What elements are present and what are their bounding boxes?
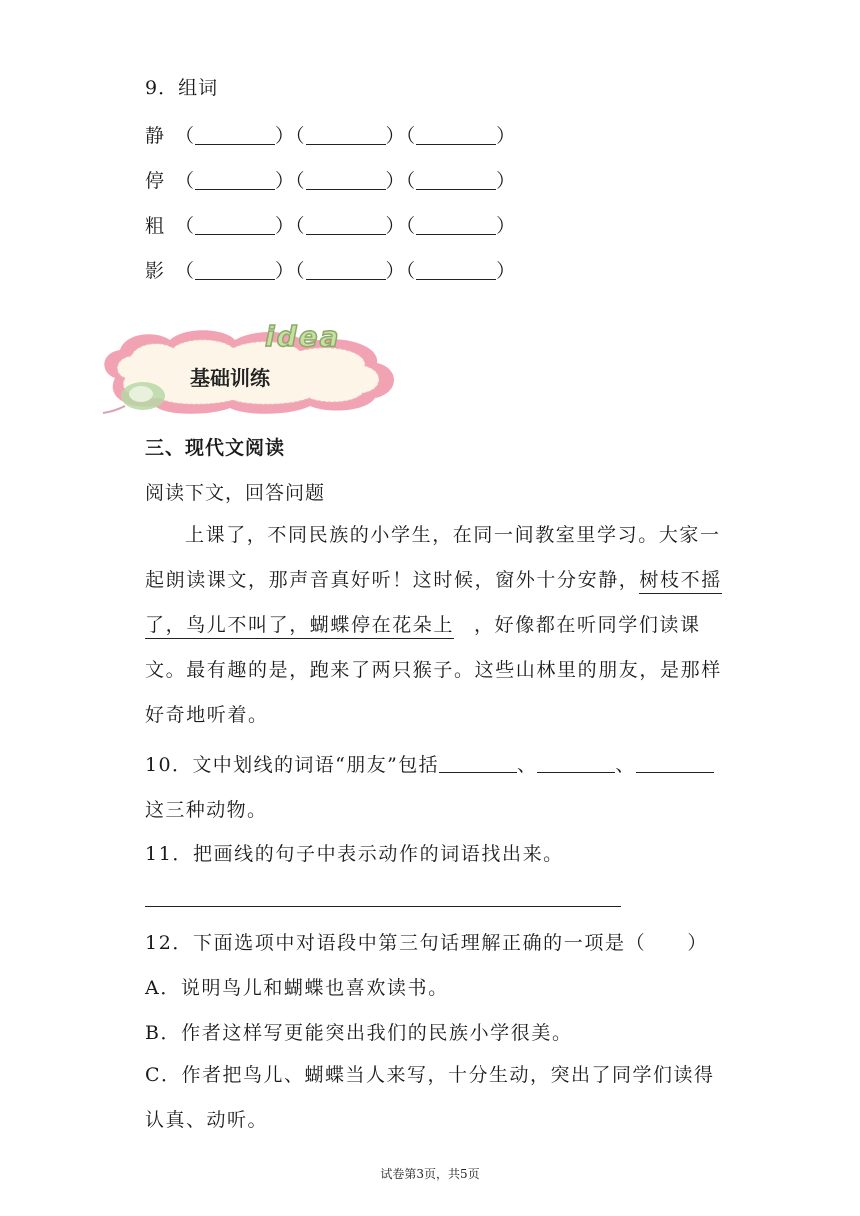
question-12: 12．下面选项中对语段中第三句话理解正确的一项是（ ） bbox=[145, 932, 708, 954]
banner-label: 基础训练 bbox=[190, 366, 270, 390]
section-heading: 三、现代文阅读 bbox=[145, 437, 286, 459]
passage-underlined-sentence: 树枝不摇了，鸟儿不叫了，蝴蝶停在花朵上 bbox=[145, 569, 722, 639]
word-char: 影 bbox=[145, 260, 166, 282]
option-b[interactable]: B．作者这样写更能突出我们的民族小学很美。 bbox=[145, 1022, 573, 1044]
blank-2[interactable] bbox=[306, 261, 386, 280]
blank-1[interactable] bbox=[195, 126, 275, 145]
blank-group: （ ）（ ）（ ） bbox=[175, 260, 517, 282]
word-row-4 bbox=[145, 256, 516, 283]
blank-2[interactable] bbox=[306, 126, 386, 145]
blank-3[interactable] bbox=[416, 171, 496, 190]
blank-group: （ ）（ ）（ ） bbox=[175, 215, 517, 237]
answer-blank-3[interactable] bbox=[636, 756, 714, 773]
word-row-1 bbox=[145, 121, 516, 148]
question-10: 10．文中划线的词语“朋友”包括 、 、这三种动物。 bbox=[145, 743, 725, 833]
option-a[interactable]: A．说明鸟儿和蝴蝶也喜欢读书。 bbox=[145, 977, 449, 999]
blank-1[interactable] bbox=[195, 171, 275, 190]
word-row-2 bbox=[145, 166, 516, 193]
blank-group: （ ）（ ）（ ） bbox=[175, 170, 517, 192]
passage-part-1: 上课了，不同民族的小学生，在同一间教室里学习。大家一起朗读课文，那声音真好听！这时候，窗外十分安静， bbox=[145, 524, 721, 591]
blank-2[interactable] bbox=[306, 216, 386, 235]
reading-passage bbox=[145, 513, 725, 738]
section-instruction: 阅读下文，回答问题 bbox=[145, 482, 326, 504]
blank-3[interactable] bbox=[416, 216, 496, 235]
passage-part-2: ，好像都在听同学们读课文。最有趣的是，跑来了两只猴子。这些山林里的朋友，是那样好奇地听着。 bbox=[145, 614, 722, 726]
answer-line[interactable] bbox=[145, 906, 621, 907]
blank-1[interactable] bbox=[195, 261, 275, 280]
word-char: 静 bbox=[145, 125, 166, 147]
word-char: 粗 bbox=[145, 215, 166, 237]
answer-blank-2[interactable] bbox=[537, 756, 615, 773]
question-11: 11．把画线的句子中表示动作的词语找出来。 bbox=[145, 843, 564, 865]
blank-1[interactable] bbox=[195, 216, 275, 235]
option-c[interactable]: C．作者把鸟儿、蝴蝶当人来写，十分生动，突出了同学们读得认真、动听。 bbox=[145, 1064, 715, 1131]
answer-blank-1[interactable] bbox=[439, 756, 517, 773]
page-footer: 试卷第3页，共5页 bbox=[380, 1167, 480, 1181]
question-9-title: 9．组词 bbox=[145, 77, 219, 99]
word-row-3 bbox=[145, 211, 516, 238]
blank-3[interactable] bbox=[416, 126, 496, 145]
idea-logo: idea bbox=[265, 320, 341, 353]
blank-3[interactable] bbox=[416, 261, 496, 280]
blank-2[interactable] bbox=[306, 171, 386, 190]
word-char: 停 bbox=[145, 170, 166, 192]
blank-group: （ ）（ ）（ ） bbox=[175, 125, 517, 147]
